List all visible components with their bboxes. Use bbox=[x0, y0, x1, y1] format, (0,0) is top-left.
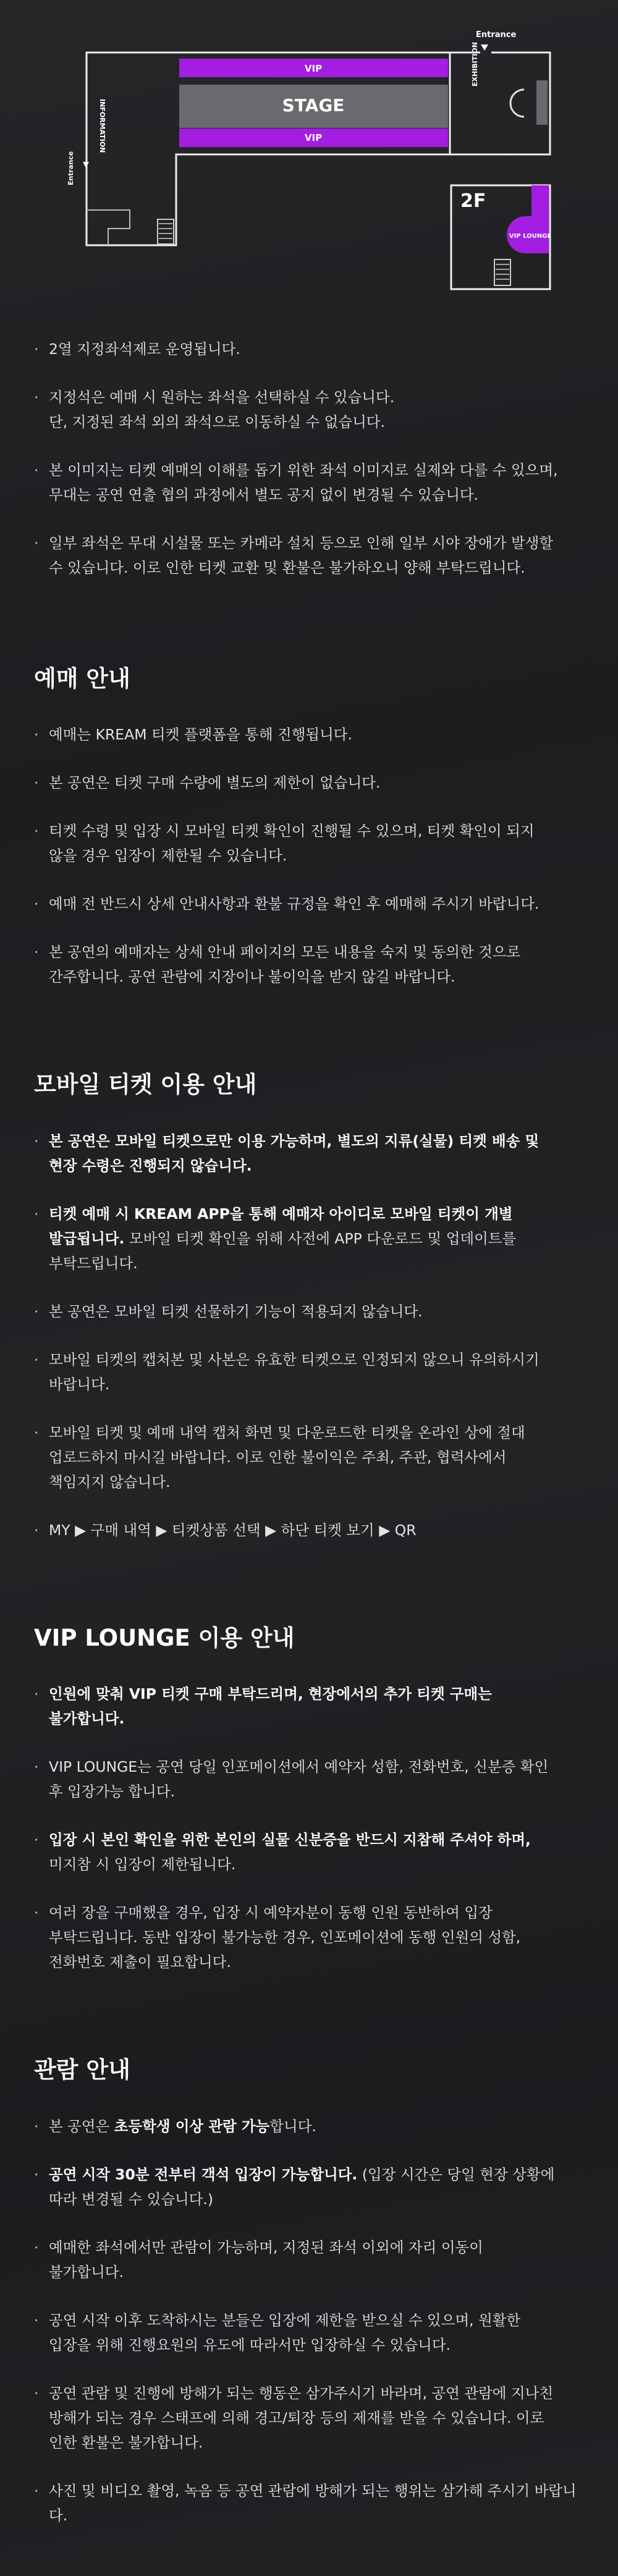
viewing-note bbox=[34, 2162, 578, 2212]
entrance-arrow-side bbox=[83, 162, 89, 168]
note-bold-text: 초등학생 이상 관람 가능 bbox=[114, 2117, 270, 2135]
floor-label: 2F bbox=[460, 190, 486, 212]
entrance-arrow-top bbox=[481, 44, 488, 51]
mobile-ticket-note bbox=[34, 1129, 578, 1178]
note-text: (입장 시간은 당일 현장 상황에 따라 변경될 수 있습니다.) bbox=[49, 2165, 555, 2208]
booking-note: · 본 공연은 티켓 구매 수량에 별도의 제한이 없습니다. bbox=[34, 770, 578, 795]
mobile-ticket-title: 모바일 티켓 이용 안내 bbox=[34, 1071, 257, 1098]
booking-title: 예매 안내 bbox=[34, 665, 130, 692]
vip-lounge-note bbox=[34, 1827, 578, 1877]
booking-note: · 티켓 수령 및 입장 시 모바일 티켓 확인이 진행될 수 있으며, 티켓 확인이 되지 않을 경우 입장이 제한될 수 있습니다. bbox=[34, 819, 578, 868]
exhibition-label: EXHIBITION bbox=[471, 42, 479, 86]
viewing-note: · 공연 시작 이후 도착하시는 분들은 입장에 제한을 받으실 수 있으며, 원활한 입장을 위해 진행요원의 유도에 따라서만 입장하실 수 있습니다. bbox=[34, 2308, 578, 2357]
seating-note: · 본 이미지는 티켓 예매의 이해를 돕기 위한 좌석 이미지로 실제와 다를 수 있으며, 무대는 공연 연출 협의 과정에서 별도 공지 없이 변경될 수 있습니다. bbox=[34, 458, 578, 507]
booking-note: · 예매는 KREAM 티켓 플랫폼을 통해 진행됩니다. bbox=[34, 722, 578, 747]
entrance-room-outline bbox=[450, 53, 550, 154]
exhibition-arch bbox=[510, 90, 524, 117]
note-bold-text: 공연 시작 30분 전부터 객석 입장이 가능합니다. bbox=[49, 2165, 358, 2183]
vip-lounge-label: VIP LOUNGE bbox=[509, 233, 552, 240]
seating-note: · 2열 지정좌석제로 운영됩니다. bbox=[34, 337, 578, 361]
note-bold-text: 입장 시 본인 확인을 위한 본인의 실물 신분증을 반드시 지참해 주셔야 하며, bbox=[49, 1831, 531, 1849]
viewing-title: 관람 안내 bbox=[34, 2056, 130, 2084]
vip-bottom-label: VIP bbox=[304, 132, 323, 143]
vip-lounge-note: · VIP LOUNGE는 공연 당일 인포메이션에서 예약자 성함, 전화번호, 신분증 확인 후 입장가능 합니다. bbox=[34, 1754, 578, 1804]
vip-lounge-note bbox=[34, 1682, 578, 1731]
booking-note: · 본 공연의 예매자는 상세 안내 페이지의 모든 내용을 숙지 및 동의한 것으로 간주합니다. 공연 관람에 지장이나 불이익을 받지 않길 바랍니다. bbox=[34, 940, 578, 989]
stairs-right bbox=[494, 259, 510, 285]
stairs-left-lines bbox=[159, 224, 172, 238]
viewing-note: · 예매한 좌석에서만 관람이 가능하며, 지정된 좌석 이외에 자리 이동이 불가합니다. bbox=[34, 2235, 578, 2284]
venue-map bbox=[0, 0, 618, 297]
vip-top-label: VIP bbox=[304, 63, 323, 74]
mobile-ticket-section bbox=[34, 1071, 578, 1542]
mobile-ticket-note: · 모바일 티켓의 캡처본 및 사본은 유효한 티켓으로 인정되지 않으니 유의하시기 바랍니다. bbox=[34, 1347, 578, 1397]
viewing-section bbox=[34, 2056, 578, 2527]
viewing-notes bbox=[34, 2114, 578, 2528]
mobile-ticket-note: · 모바일 티켓 및 예매 내역 캡처 화면 및 다운로드한 티켓을 온라인 상에 절대 업로드하지 마시길 바랍니다. 이로 인한 불이익은 주최, 주관, 협력사에서 책임지지 않습니다. bbox=[34, 1420, 578, 1494]
vip-lounge-notes bbox=[34, 1682, 578, 1974]
viewing-note: · 공연 관람 및 진행에 방해가 되는 행동은 삼가주시기 바라며, 공연 관람에 지나친 방해가 되는 경우 스태프에 의해 경고/퇴장 등의 제재를 받을 수 있습니다. 이로 인한 환불은 불가합니다. bbox=[34, 2381, 578, 2455]
inner-wall bbox=[87, 210, 130, 245]
seating-notes bbox=[34, 337, 578, 580]
viewing-note bbox=[34, 2114, 578, 2139]
booking-section bbox=[34, 665, 578, 989]
stage-label: STAGE bbox=[282, 95, 345, 116]
vip-lounge-area bbox=[507, 185, 552, 253]
note-text: 합니다. bbox=[269, 2117, 316, 2135]
mobile-ticket-note: · MY ▶ 구매 내역 ▶ 티켓상품 선택 ▶ 하단 티켓 보기 ▶ QR bbox=[34, 1518, 578, 1543]
booking-notes bbox=[34, 722, 578, 989]
vip-lounge-note: · 여러 장을 구매했을 경우, 입장 시 예약자분이 동행 인원 동반하여 입장 부탁드립니다. 동반 입장이 불가능한 경우, 인포메이션에 동행 인원의 성함, 전화번호 제출이 필요합니다. bbox=[34, 1900, 578, 1974]
notice-content bbox=[34, 337, 578, 2551]
note-text: 모바일 티켓 확인을 위해 사전에 APP 다운로드 및 업데이트를 부탁드립니다. bbox=[49, 1229, 517, 1272]
seating-note: · 지정석은 예매 시 원하는 좌석을 선택하실 수 있습니다. 단, 지정된 좌석 외의 좌석으로 이동하실 수 없습니다. bbox=[34, 385, 578, 434]
entrance-label-side: Entrance bbox=[67, 151, 75, 185]
vip-lounge-title: VIP LOUNGE 이용 안내 bbox=[34, 1624, 295, 1651]
stairs-right-lines bbox=[496, 264, 509, 279]
booking-note: · 예매 전 반드시 상세 안내사항과 환불 규정을 확인 후 예매해 주시기 바랍니다. bbox=[34, 891, 578, 916]
seating-note: · 일부 좌석은 무대 시설물 또는 카메라 설치 등으로 인해 일부 시야 장애가 발생할 수 있습니다. 이로 인한 티켓 교환 및 환불은 불가하오니 양해 부탁드립니다. bbox=[34, 531, 578, 580]
information-label: INFORMATION bbox=[98, 99, 106, 153]
stairs-left bbox=[158, 219, 174, 244]
viewing-note: · 사진 및 비디오 촬영, 녹음 등 공연 관람에 방해가 되는 행위는 삼가해 주시기 바랍니다. bbox=[34, 2478, 578, 2528]
mobile-ticket-note bbox=[34, 1202, 578, 1276]
right-column bbox=[536, 80, 548, 125]
entrance-label-top: Entrance bbox=[476, 30, 517, 40]
mobile-ticket-notes bbox=[34, 1129, 578, 1543]
note-text: 본 공연은 bbox=[49, 2117, 114, 2135]
vip-lounge-section bbox=[34, 1625, 578, 1974]
hall-outline bbox=[87, 53, 450, 245]
note-bold-text: 티켓 예매 시 KREAM APP을 통해 예매자 아이디로 모바일 티켓이 개별 발급됩니다. bbox=[49, 1205, 513, 1247]
note-bold-text: 인원에 맞춰 VIP 티켓 구매 부탁드리며, 현장에서의 추가 티켓 구매는 불가합니다. bbox=[49, 1685, 492, 1728]
note-text: 미지참 시 입장이 제한됩니다. bbox=[49, 1856, 236, 1874]
note-bold-text: 본 공연은 모바일 티켓으로만 이용 가능하며, 별도의 지류(실물) 티켓 배송 및 현장 수령은 진행되지 않습니다. bbox=[49, 1132, 540, 1174]
mobile-ticket-note: · 본 공연은 모바일 티켓 선물하기 기능이 적용되지 않습니다. bbox=[34, 1299, 578, 1324]
